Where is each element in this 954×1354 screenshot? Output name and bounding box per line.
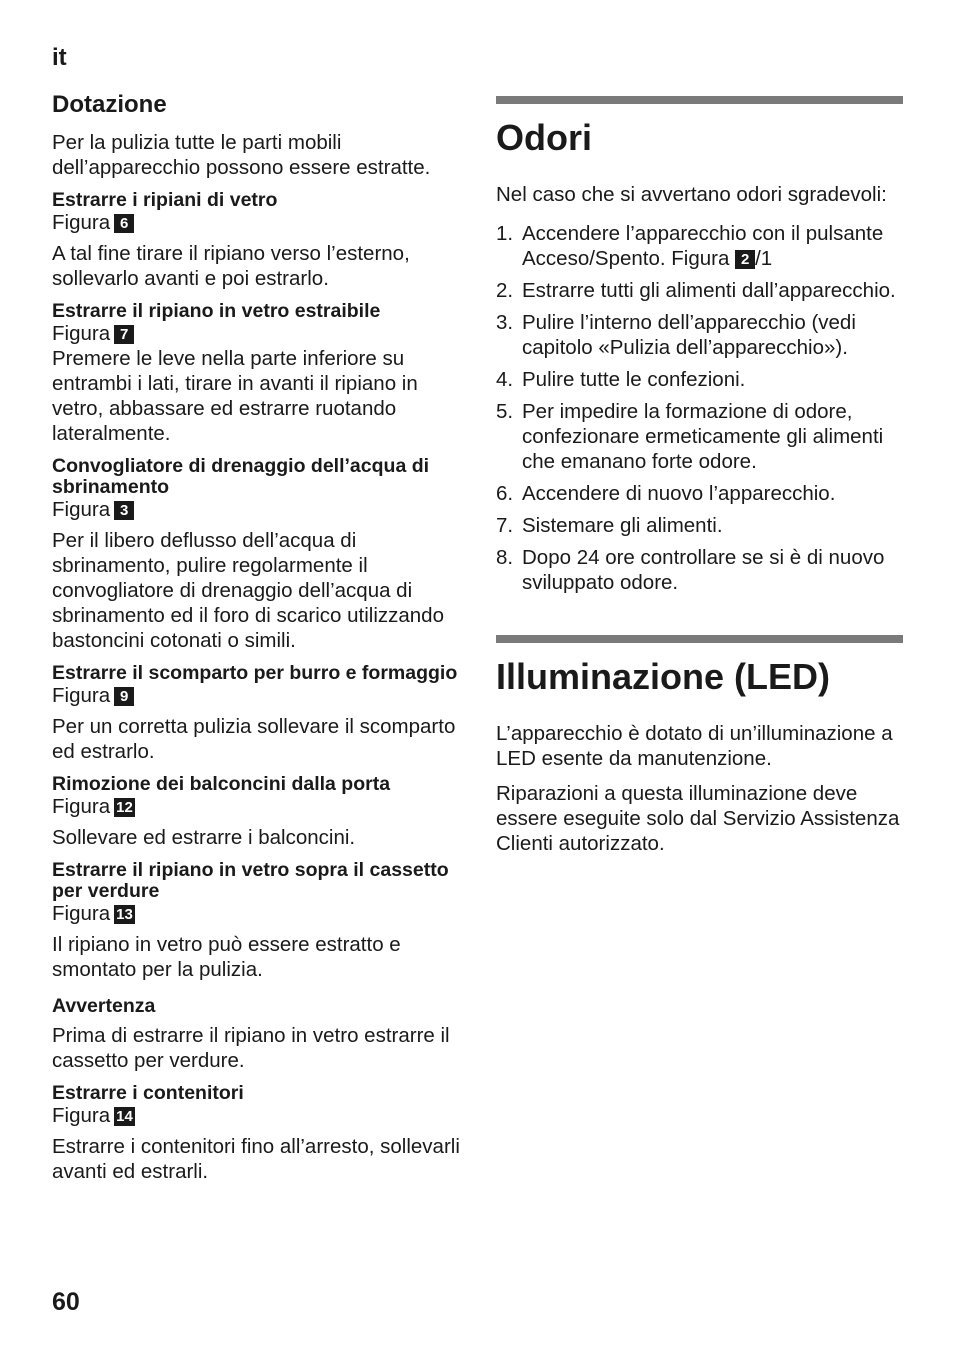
subsection xyxy=(52,860,462,982)
subsection-text: Il ripiano in vetro può essere estratto e smontato per la pulizia. xyxy=(52,933,401,981)
subsection xyxy=(52,774,462,850)
subsection-text: Per un corretta pulizia sollevare il scomparto ed estrarlo. xyxy=(52,715,456,763)
subsection xyxy=(52,996,462,1073)
led-paragraph: Riparazioni a questa illuminazione deve essere eseguite solo dal Servizio Assistenza Clienti autorizzato. xyxy=(496,782,900,855)
section-title: Illuminazione (LED) xyxy=(496,656,831,697)
subsection-heading: Rimozione dei balconcini dalla porta xyxy=(52,773,391,795)
figure-ref: Figura 9 xyxy=(52,684,462,708)
section-title: Odori xyxy=(496,117,592,158)
section-rule xyxy=(496,96,903,104)
figure-ref: Figura 6 xyxy=(52,211,462,235)
figure-number-badge: 14 xyxy=(116,1108,133,1125)
figure-number-badge: 13 xyxy=(116,906,133,923)
subsection-heading: Estrarre i contenitori xyxy=(52,1082,244,1104)
led-section xyxy=(496,635,904,856)
intro-text: Nel caso che si avvertano odori sgradevoli: xyxy=(496,183,887,206)
figure-ref: Figura 12 xyxy=(52,795,133,818)
figure-number-badge: 3 xyxy=(114,501,134,520)
subsection-text: Sollevare ed estrarre i balconcini. xyxy=(52,826,356,849)
language-label: it xyxy=(52,44,67,71)
right-column xyxy=(496,96,904,866)
subsection xyxy=(52,663,462,764)
subsection-heading: Estrarre il ripiano in vetro estraibile xyxy=(52,300,381,322)
subsection-heading: Estrarre il scomparto per burro e formaggio xyxy=(52,662,458,684)
subsection xyxy=(52,190,462,291)
subsection-text: Estrarre i contenitori fino all’arresto, sollevarli avanti ed estrarli. xyxy=(52,1135,460,1183)
figure-ref: Figura 3 xyxy=(52,498,462,522)
page-number: 60 xyxy=(52,1288,80,1316)
figure-number-badge: 9 xyxy=(114,687,134,706)
list-item: 7. Sistemare gli alimenti. xyxy=(496,514,723,537)
subsection-heading: Convogliatore di drenaggio dell’acqua di sbrinamento xyxy=(52,455,430,498)
section-rule xyxy=(496,635,903,643)
led-paragraph: L’apparecchio è dotato di un’illuminazione a LED esente da manutenzione. xyxy=(496,722,893,770)
list-item: 2. Estrarre tutti gli alimenti dall’apparecchio. xyxy=(496,279,896,302)
odori-section xyxy=(496,96,904,595)
figure-ref: Figura 14 xyxy=(52,1104,133,1127)
list-item: 4. Pulire tutte le confezioni. xyxy=(496,368,746,391)
subsection-text: Prima di estrarre il ripiano in vetro estrarre il cassetto per verdure. xyxy=(52,1024,450,1072)
dotazione-section xyxy=(52,90,462,1194)
subsection-heading: Avvertenza xyxy=(52,995,156,1017)
list-item: 3. Pulire l’interno dell’apparecchio (vedi capitolo «Pulizia dell’apparecchio»). xyxy=(496,311,856,359)
section-title: Dotazione xyxy=(52,91,167,118)
subsection-text: Per il libero deflusso dell’acqua di sbrinamento, pulire regolarmente il convogliatore di drenaggio dell’acqua di sbrinamento ed il foro di scarico utilizzando bastoncini cotonati o simili. xyxy=(52,529,444,652)
figure-number-badge: 12 xyxy=(116,799,133,816)
subsection-text: Premere le leve nella parte inferiore su entrambi i lati, tirare in avanti il ripiano in vetro, abbassare ed estrarre ruotando lateralmente. xyxy=(52,347,418,445)
subsection-text: A tal fine tirare il ripiano verso l’esterno, sollevarlo avanti e poi estrarlo. xyxy=(52,242,410,290)
list-item: 5. Per impedire la formazione di odore, confezionare ermeticamente gli alimenti che emanano forte odore. xyxy=(496,400,884,473)
figure-ref: Figura 13 xyxy=(52,902,133,925)
figure-number-badge: 2 xyxy=(735,250,755,269)
list-item: 6. Accendere di nuovo l’apparecchio. xyxy=(496,482,836,505)
subsection xyxy=(52,1083,462,1184)
subsection-heading: Estrarre i ripiani di vetro xyxy=(52,189,278,211)
figure-number-badge: 6 xyxy=(114,214,134,233)
figure-number-badge: 7 xyxy=(114,325,134,344)
steps-list xyxy=(496,221,904,595)
figure-ref: Figura 7 xyxy=(52,322,462,346)
list-item: 1. Accendere l’apparecchio con il pulsante Acceso/Spento. Figura 2 /1 xyxy=(496,222,884,270)
subsection xyxy=(52,301,462,446)
subsection xyxy=(52,456,462,653)
subsection-heading: Estrarre il ripiano in vetro sopra il cassetto per verdure xyxy=(52,859,449,902)
list-item: 8. Dopo 24 ore controllare se si è di nuovo sviluppato odore. xyxy=(496,546,885,594)
intro-text: Per la pulizia tutte le parti mobili dell’apparecchio possono essere estratte. xyxy=(52,131,431,179)
